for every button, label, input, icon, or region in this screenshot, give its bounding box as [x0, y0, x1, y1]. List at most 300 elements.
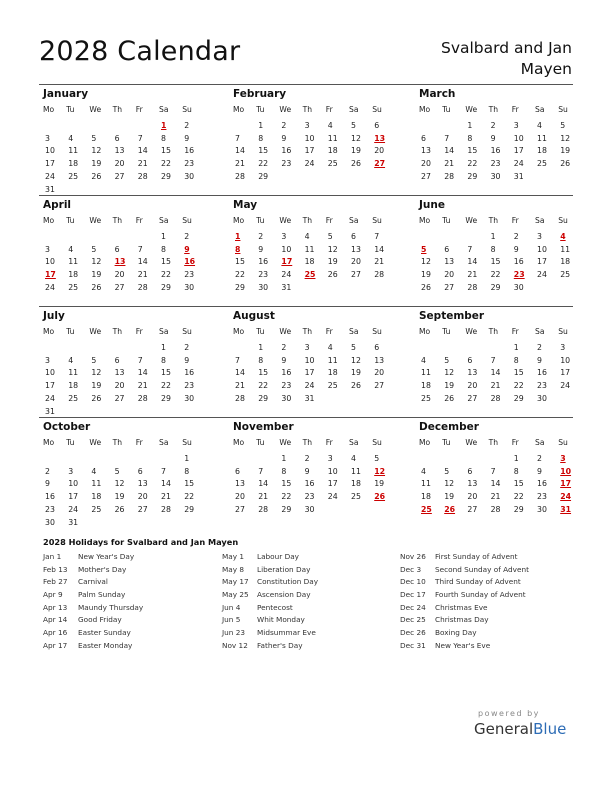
- holiday-name: Christmas Eve: [435, 602, 488, 612]
- holiday-name: Ascension Day: [257, 590, 311, 600]
- day-cell: 27: [114, 282, 125, 292]
- weekday-header: Tu: [442, 438, 451, 447]
- day-cell: 16: [258, 257, 269, 267]
- day-cell: 8: [513, 466, 519, 476]
- day-cell: 2: [490, 121, 496, 130]
- day-cell: 7: [137, 355, 143, 365]
- day-cell: 4: [304, 232, 310, 241]
- day-cell: 17: [327, 479, 338, 489]
- day-cell: 11: [537, 133, 547, 143]
- day-cell: 7: [444, 133, 450, 143]
- holiday-name: Liberation Day: [257, 564, 311, 574]
- day-cell: 15: [513, 368, 524, 378]
- day-cell: 4: [68, 244, 74, 254]
- holiday-day-cell: 4: [560, 232, 566, 241]
- month-11: [415, 418, 577, 528]
- day-cell: 8: [161, 355, 166, 365]
- holiday-date: Feb 27: [43, 577, 68, 587]
- day-cell: 28: [137, 282, 148, 292]
- day-cell: 20: [467, 492, 478, 502]
- day-cell: 30: [184, 393, 195, 403]
- day-cell: 29: [235, 282, 245, 292]
- day-cell: 10: [68, 479, 79, 489]
- day-cell: 23: [537, 381, 547, 391]
- weekday-header: We: [279, 327, 292, 336]
- day-cell: 7: [258, 466, 264, 476]
- weekday-header: Sa: [535, 216, 545, 225]
- day-cell: 10: [281, 244, 292, 254]
- day-cell: 21: [235, 159, 245, 169]
- day-cell: 28: [137, 171, 148, 181]
- day-cell: 26: [560, 159, 571, 169]
- holiday-date: Apr 13: [43, 602, 68, 612]
- holiday-date: May 25: [222, 590, 249, 600]
- holiday-day-cell: 13: [374, 133, 386, 143]
- day-cell: 18: [351, 479, 361, 489]
- weekday-header: Su: [558, 216, 568, 225]
- day-cell: 28: [444, 171, 455, 181]
- day-cell: 3: [68, 466, 74, 476]
- day-cell: 5: [327, 232, 333, 241]
- month-row: [39, 417, 573, 528]
- day-cell: 14: [235, 368, 245, 378]
- day-cell: 20: [235, 492, 245, 502]
- day-cell: 5: [374, 454, 380, 463]
- holiday-date: Nov 26: [400, 552, 426, 561]
- day-cell: 24: [45, 282, 55, 292]
- day-cell: 16: [513, 257, 524, 267]
- day-cell: 13: [467, 479, 478, 489]
- day-cell: 23: [45, 504, 55, 514]
- day-cell: 18: [537, 146, 547, 156]
- day-cell: 12: [351, 133, 361, 143]
- day-cell: 27: [114, 171, 125, 181]
- day-cell: 7: [235, 355, 240, 365]
- weekday-header: Mo: [233, 105, 245, 114]
- month-4: [229, 196, 391, 306]
- day-cell: 1: [161, 232, 166, 241]
- day-cell: 9: [537, 355, 542, 365]
- day-cell: 11: [68, 368, 79, 378]
- holiday-day-cell: 16: [184, 257, 196, 267]
- day-cell: 30: [184, 282, 195, 292]
- day-cell: 25: [68, 282, 79, 292]
- day-cell: 2: [184, 121, 190, 130]
- weekday-header: Th: [488, 438, 499, 447]
- holiday-date: May 1: [222, 552, 245, 561]
- day-cell: 31: [45, 406, 55, 416]
- day-cell: 27: [467, 504, 478, 514]
- day-cell: 23: [304, 492, 315, 502]
- weekday-header: We: [89, 327, 102, 336]
- weekday-header: Mo: [419, 438, 431, 447]
- day-cell: 21: [161, 492, 171, 502]
- day-cell: 30: [184, 171, 195, 181]
- holiday-date: May 17: [222, 577, 249, 587]
- day-cell: 17: [45, 381, 55, 391]
- holiday-name: Midsummar Eve: [257, 628, 316, 638]
- day-cell: 5: [444, 355, 450, 365]
- day-cell: 31: [68, 517, 79, 527]
- weekday-header: Mo: [233, 438, 245, 447]
- day-cell: 21: [490, 492, 501, 502]
- day-cell: 16: [184, 368, 195, 378]
- day-cell: 11: [68, 146, 79, 156]
- month-name: January: [43, 88, 89, 100]
- day-cell: 1: [281, 454, 287, 463]
- day-cell: 4: [327, 343, 333, 352]
- day-cell: 7: [137, 133, 143, 143]
- day-cell: 2: [281, 121, 287, 130]
- day-cell: 12: [114, 479, 125, 489]
- day-cell: 16: [281, 368, 292, 378]
- day-cell: 21: [490, 381, 501, 391]
- day-cell: 27: [114, 393, 125, 403]
- day-cell: 20: [374, 368, 385, 378]
- day-cell: 22: [161, 270, 171, 280]
- day-cell: 9: [281, 355, 287, 365]
- day-cell: 29: [184, 504, 195, 514]
- day-cell: 17: [537, 257, 547, 267]
- weekday-header: Fr: [135, 327, 143, 336]
- day-cell: 18: [327, 146, 338, 156]
- day-cell: 31: [281, 282, 292, 292]
- day-cell: 7: [235, 133, 240, 143]
- day-cell: 12: [560, 133, 571, 143]
- weekday-header: Su: [558, 327, 568, 336]
- day-cell: 12: [444, 479, 455, 489]
- day-cell: 10: [45, 146, 55, 156]
- day-cell: 18: [68, 270, 79, 280]
- month-name: March: [419, 88, 456, 100]
- day-cell: 25: [91, 504, 102, 514]
- day-cell: 20: [114, 381, 125, 391]
- weekday-header: We: [465, 327, 478, 336]
- day-cell: 6: [467, 355, 473, 365]
- day-cell: 5: [444, 466, 450, 476]
- day-cell: 16: [537, 479, 547, 489]
- day-cell: 27: [351, 270, 361, 280]
- weekday-header: Th: [112, 216, 123, 225]
- day-cell: 6: [235, 466, 240, 476]
- day-cell: 20: [351, 257, 361, 267]
- day-cell: 18: [327, 368, 338, 378]
- day-cell: 19: [421, 270, 431, 280]
- day-cell: 16: [304, 479, 315, 489]
- day-cell: 14: [235, 146, 245, 156]
- day-cell: 7: [374, 232, 380, 241]
- day-cell: 14: [137, 368, 148, 378]
- day-cell: 13: [467, 368, 478, 378]
- day-cell: 15: [184, 479, 195, 489]
- month-2: [415, 85, 577, 195]
- weekday-header: We: [465, 438, 478, 447]
- holiday-date: Apr 16: [43, 628, 68, 638]
- holiday-date: Dec 17: [400, 590, 426, 600]
- day-cell: 9: [304, 466, 310, 476]
- day-cell: 30: [281, 393, 292, 403]
- day-cell: 12: [421, 257, 431, 267]
- day-cell: 4: [351, 454, 356, 463]
- day-cell: 6: [137, 466, 143, 476]
- day-cell: 28: [235, 393, 245, 403]
- holiday-name: Pentecost: [257, 602, 293, 612]
- day-cell: 18: [421, 381, 431, 391]
- day-cell: 15: [235, 257, 245, 267]
- weekday-header: Mo: [233, 327, 245, 336]
- day-cell: 16: [184, 146, 195, 156]
- day-cell: 26: [444, 393, 455, 403]
- country-name: Svalbard and Jan Mayen: [440, 39, 572, 78]
- holiday-day-cell: 26: [444, 504, 456, 514]
- day-cell: 16: [490, 146, 501, 156]
- day-cell: 24: [560, 381, 571, 391]
- day-cell: 8: [281, 466, 287, 476]
- day-cell: 19: [560, 146, 571, 156]
- day-cell: 27: [467, 393, 478, 403]
- day-cell: 5: [351, 121, 356, 130]
- day-cell: 2: [258, 232, 264, 241]
- day-cell: 24: [327, 492, 338, 502]
- weekday-header: Tu: [66, 438, 75, 447]
- day-cell: 8: [490, 244, 496, 254]
- day-cell: 25: [68, 171, 79, 181]
- day-cell: 8: [513, 355, 519, 365]
- day-cell: 8: [258, 133, 264, 143]
- weekday-header: Mo: [233, 216, 245, 225]
- day-cell: 28: [467, 282, 478, 292]
- holiday-day-cell: 17: [281, 257, 293, 267]
- weekday-header: Tu: [66, 327, 75, 336]
- day-cell: 23: [281, 159, 292, 169]
- day-cell: 28: [137, 393, 148, 403]
- day-cell: 4: [537, 121, 542, 130]
- day-cell: 4: [421, 466, 426, 476]
- day-cell: 21: [235, 381, 245, 391]
- weekday-header: Tu: [256, 438, 265, 447]
- day-cell: 27: [421, 171, 431, 181]
- weekday-header: We: [465, 105, 478, 114]
- month-9: [39, 418, 201, 528]
- weekday-header: Fr: [135, 438, 143, 447]
- day-cell: 7: [490, 355, 496, 365]
- holiday-name: Christmas Day: [435, 615, 489, 625]
- day-cell: 22: [281, 492, 292, 502]
- day-cell: 1: [258, 343, 264, 352]
- day-cell: 24: [45, 393, 55, 403]
- day-cell: 7: [490, 466, 496, 476]
- holiday-day-cell: 17: [45, 270, 56, 280]
- day-cell: 3: [45, 133, 50, 143]
- day-cell: 10: [327, 466, 338, 476]
- holiday-date: Dec 26: [400, 628, 426, 638]
- weekday-header: Fr: [511, 105, 519, 114]
- weekday-header: Fr: [135, 105, 143, 114]
- holiday-name: Palm Sunday: [78, 590, 126, 600]
- holiday-name: Carnival: [78, 577, 108, 587]
- day-cell: 12: [327, 244, 338, 254]
- day-cell: 7: [161, 466, 166, 476]
- weekday-header: Su: [372, 327, 382, 336]
- weekday-header: Th: [488, 327, 499, 336]
- holiday-day-cell: 9: [184, 244, 190, 254]
- day-cell: 6: [114, 133, 120, 143]
- weekday-header: Mo: [43, 438, 55, 447]
- weekday-header: Sa: [535, 327, 545, 336]
- weekday-header: Tu: [256, 216, 265, 225]
- day-cell: 2: [537, 454, 542, 463]
- day-cell: 17: [45, 159, 55, 169]
- weekday-header: Th: [112, 105, 123, 114]
- holiday-date: Jun 23: [222, 628, 246, 638]
- weekday-header: Su: [372, 105, 382, 114]
- day-cell: 19: [374, 479, 385, 489]
- day-cell: 6: [351, 232, 356, 241]
- day-cell: 11: [327, 355, 338, 365]
- weekday-header: We: [279, 438, 292, 447]
- day-cell: 22: [235, 270, 245, 280]
- month-name: June: [419, 199, 445, 211]
- day-cell: 20: [114, 159, 125, 169]
- day-cell: 29: [258, 171, 269, 181]
- day-cell: 22: [490, 270, 501, 280]
- day-cell: 7: [467, 244, 473, 254]
- month-row: [39, 306, 573, 417]
- holiday-name: Constitution Day: [257, 577, 319, 587]
- day-cell: 25: [421, 393, 431, 403]
- day-cell: 14: [490, 479, 501, 489]
- day-cell: 26: [91, 171, 102, 181]
- day-cell: 10: [45, 368, 55, 378]
- holiday-name: Fourth Sunday of Advent: [435, 590, 526, 600]
- day-cell: 5: [91, 133, 97, 143]
- day-cell: 22: [513, 492, 524, 502]
- weekday-header: We: [279, 216, 292, 225]
- holiday-date: Jun 4: [222, 602, 241, 612]
- holiday-day-cell: 1: [161, 121, 167, 130]
- day-cell: 10: [560, 355, 571, 365]
- day-cell: 24: [513, 159, 524, 169]
- weekday-header: Su: [558, 438, 568, 447]
- day-cell: 21: [137, 270, 148, 280]
- month-name: April: [43, 199, 72, 211]
- holiday-day-cell: 13: [114, 257, 126, 267]
- day-cell: 25: [537, 159, 547, 169]
- day-cell: 24: [68, 504, 79, 514]
- holiday-name: Second Sunday of Advent: [435, 564, 529, 574]
- weekday-header: Mo: [419, 216, 431, 225]
- day-cell: 29: [161, 282, 171, 292]
- day-cell: 18: [91, 492, 102, 502]
- day-cell: 17: [560, 368, 571, 378]
- day-cell: 2: [45, 466, 50, 476]
- holidays-title: 2028 Holidays for Svalbard and Jan Mayen: [43, 537, 239, 547]
- day-cell: 13: [114, 368, 125, 378]
- holiday-name: Whit Monday: [257, 615, 305, 625]
- day-cell: 26: [114, 504, 125, 514]
- day-cell: 5: [351, 343, 356, 352]
- day-cell: 18: [560, 257, 571, 267]
- day-cell: 16: [537, 368, 547, 378]
- holiday-day-cell: 5: [421, 244, 427, 254]
- day-cell: 8: [467, 133, 473, 143]
- day-cell: 18: [304, 257, 315, 267]
- day-cell: 23: [537, 492, 547, 502]
- weekday-header: Mo: [43, 216, 55, 225]
- holiday-date: Nov 12: [222, 640, 248, 650]
- weekday-header: Th: [112, 438, 123, 447]
- weekday-header: Th: [302, 216, 313, 225]
- day-cell: 3: [304, 121, 310, 130]
- page-title: 2028 Calendar: [39, 36, 241, 67]
- holiday-day-cell: 12: [374, 466, 386, 476]
- brand-blue: Blue: [533, 720, 567, 738]
- day-cell: 12: [91, 146, 102, 156]
- holiday-day-cell: 31: [560, 504, 572, 514]
- holiday-day-cell: 23: [513, 270, 525, 280]
- holiday-name: Mother's Day: [78, 564, 127, 574]
- day-cell: 6: [467, 466, 473, 476]
- day-cell: 11: [327, 133, 338, 143]
- weekday-header: Sa: [159, 105, 169, 114]
- weekday-header: Th: [302, 105, 313, 114]
- day-cell: 14: [137, 146, 148, 156]
- weekday-header: Th: [488, 105, 499, 114]
- day-cell: 15: [258, 146, 269, 156]
- day-cell: 18: [68, 381, 79, 391]
- day-cell: 20: [467, 381, 478, 391]
- holiday-name: New Year's Day: [78, 552, 135, 561]
- day-cell: 19: [444, 381, 455, 391]
- day-cell: 18: [68, 159, 79, 169]
- day-cell: 15: [467, 146, 478, 156]
- weekday-header: Tu: [256, 327, 265, 336]
- day-cell: 30: [258, 282, 269, 292]
- weekday-header: Tu: [442, 105, 451, 114]
- day-cell: 4: [68, 355, 74, 365]
- day-cell: 22: [161, 159, 171, 169]
- weekday-header: Mo: [43, 327, 55, 336]
- day-cell: 23: [184, 159, 195, 169]
- weekday-header: Sa: [535, 105, 545, 114]
- day-cell: 9: [184, 133, 190, 143]
- day-cell: 3: [45, 244, 50, 254]
- weekday-header: Mo: [419, 105, 431, 114]
- holiday-day-cell: 26: [374, 492, 386, 502]
- month-name: December: [419, 421, 479, 433]
- holiday-name: Boxing Day: [435, 628, 477, 638]
- holiday-name: Easter Monday: [78, 640, 133, 650]
- brand-logo[interactable]: [474, 720, 566, 738]
- weekday-header: Fr: [325, 216, 333, 225]
- day-cell: 24: [45, 171, 55, 181]
- day-cell: 13: [421, 146, 431, 156]
- day-cell: 27: [235, 504, 245, 514]
- day-cell: 28: [235, 171, 245, 181]
- day-cell: 9: [184, 355, 190, 365]
- day-cell: 29: [161, 171, 171, 181]
- month-7: [229, 307, 391, 417]
- day-cell: 15: [161, 368, 171, 378]
- weekday-header: Fr: [511, 327, 519, 336]
- day-cell: 26: [327, 270, 338, 280]
- day-cell: 21: [258, 492, 269, 502]
- holiday-date: Dec 24: [400, 602, 426, 612]
- day-cell: 19: [91, 270, 102, 280]
- day-cell: 12: [91, 368, 102, 378]
- weekday-header: Su: [372, 216, 382, 225]
- weekday-header: Mo: [419, 327, 431, 336]
